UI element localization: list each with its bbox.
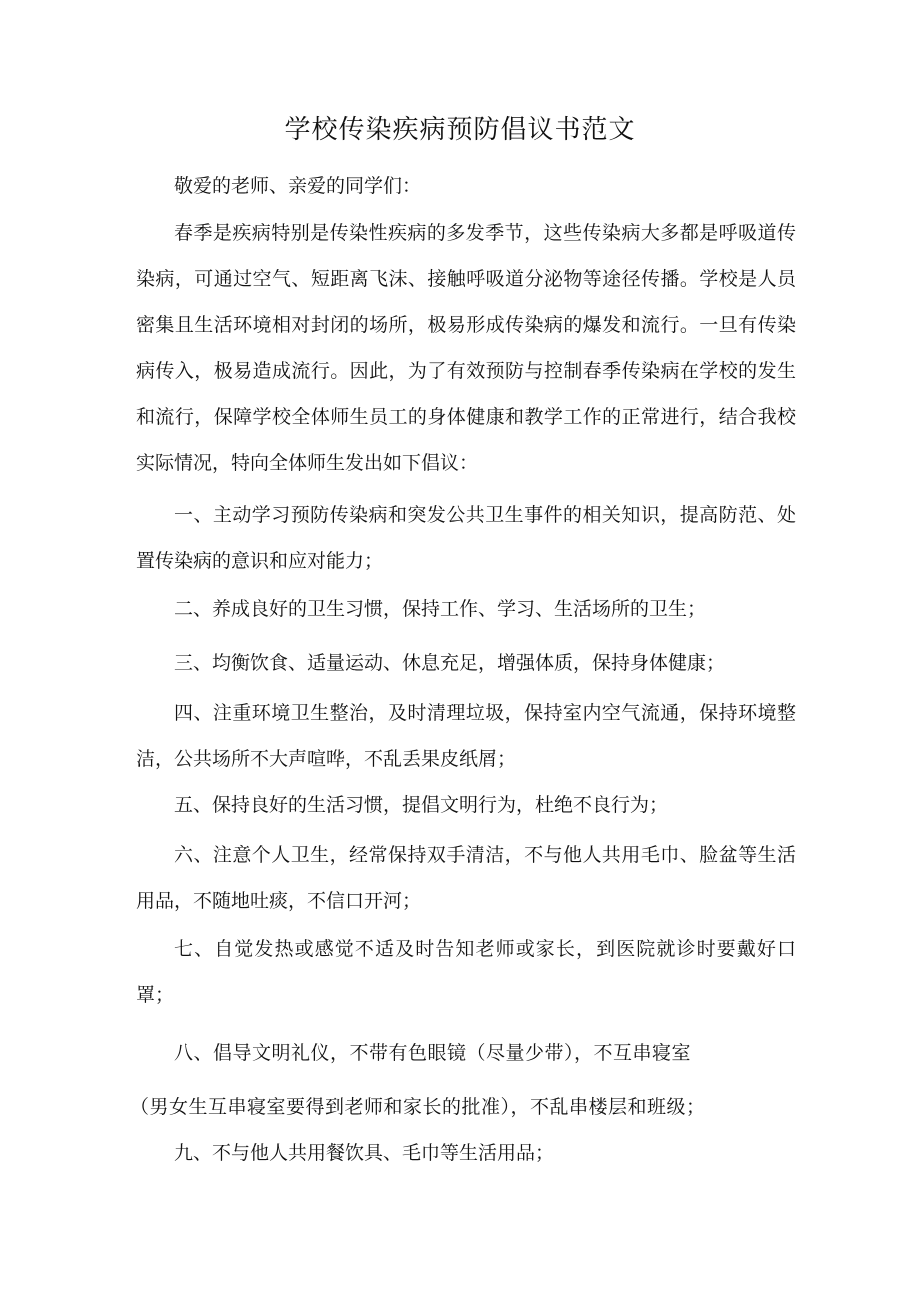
list-item: [136, 586, 796, 632]
item-1-text: 一、主动学习预防传染病和突发公共卫生事件的相关知识，提高防范、处置传染病的意识和应对能力；: [136, 504, 796, 572]
intro-text: 春季是疾病特别是传染性疾病的多发季节，这些传染病大多都是呼吸道传染病，可通过空气、短距离飞沫、接触呼吸道分泌物等途径传播。学校是人员密集且生活环境相对封闭的场所，极易形成传染病的爆发和流行。一旦有传染病传入，极易造成流行。因此，为了有效预防与控制春季传染病在学校的发生和流行，保障学校全体师生员工的身体健康和教学工作的正常进行，结合我校实际情况，特向全体师生发出如下倡议：: [136, 222, 796, 474]
list-item: [136, 1030, 796, 1076]
item-5-text: 五、保持良好的生活习惯，提倡文明行为，杜绝不良行为；: [174, 794, 669, 816]
list-item: [136, 1130, 796, 1176]
item-7-text: 七、自觉发热或感觉不适及时告知老师或家长，到医院就诊时要戴好口罩；: [136, 938, 796, 1006]
list-item: [136, 832, 796, 924]
item-6-text: 六、注意个人卫生，经常保持双手清洁，不与他人共用毛巾、脸盆等生活用品，不随地吐痰，不信口开河；: [136, 844, 796, 912]
item-3-text: 三、均衡饮食、适量运动、休息充足，增强体质，保持身体健康；: [174, 652, 726, 674]
list-item: [136, 640, 796, 686]
greeting: [136, 163, 796, 209]
item-4-text: 四、注重环境卫生整治，及时清理垃圾，保持室内空气流通，保持环境整洁，公共场所不大声喧哗，不乱丢果皮纸屑；: [136, 702, 796, 770]
document-title: 学校传染疾病预防倡议书范文: [284, 115, 636, 145]
item-2-text: 二、养成良好的卫生习惯，保持工作、学习、生活场所的卫生；: [174, 598, 707, 620]
greeting-text: 敬爱的老师、亲爱的同学们：: [174, 175, 422, 197]
item-8-text: 八、倡导文明礼仪，不带有色眼镜（尽量少带），不互串寝室: [174, 1042, 692, 1064]
list-item: [136, 492, 796, 584]
list-item: [136, 926, 796, 1018]
intro-paragraph: [136, 210, 796, 486]
list-item-continuation: [130, 1084, 810, 1130]
list-item: [136, 690, 796, 782]
item-8-continuation-text: （男女生互串寝室要得到老师和家长的批准），不乱串楼层和班级；: [130, 1096, 706, 1118]
item-9-text: 九、不与他人共用餐饮具、毛巾等生活用品；: [174, 1142, 555, 1164]
list-item: [136, 782, 796, 828]
